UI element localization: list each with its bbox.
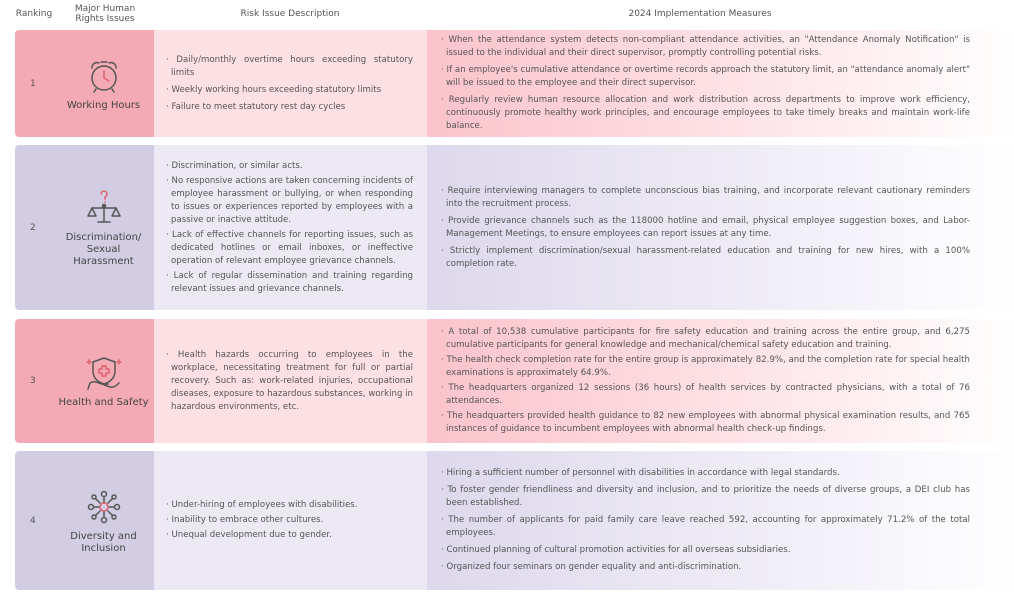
risk-item: · Lack of effective channels for reporting issues, such as dedicated hotlines or email inboxes, or ineffective operation of relevant employee grievance channels. [166,229,413,266]
risk-item: · Weekly working hours exceeding statutory limits [166,84,382,95]
risk-item: · Lack of regular dissemination and training regarding relevant issues and grievance channels. [166,270,413,294]
issue-cell [15,319,154,443]
risk-item: · Health hazards occurring to employees in the workplace, necessitating treatment for full or partial recovery. Such as: work-related injuries, occupational diseases, exposure to hazardous substances, working in hazardous environments, etc. [166,349,413,412]
diversity-people-icon [84,487,124,527]
risk-cell [154,451,427,590]
header-issue: Major Human Rights Issues [74,4,136,24]
measure-item: · Organized four seminars on gender equality and anti-discrimination. [441,562,742,572]
measures-cell [427,145,1014,310]
issue-label: Health and Safety [58,397,149,408]
measure-item: · Hiring a sufficient number of personnel with disabilities in accordance with legal standards. [441,468,840,478]
table-row [15,30,1014,137]
risk-item: · Under-hiring of employees with disabilities. [166,500,358,510]
table-row [15,451,1014,590]
risk-cell [154,30,427,137]
risk-item: · Failure to meet statutory rest day cycles [166,101,346,112]
balance-scale-icon [84,188,124,228]
risk-item: · Inability to embrace other cultures. [166,515,324,525]
rank-number: 4 [30,515,36,526]
risk-cell [154,145,427,310]
measure-item: · Continued planning of cultural promotion activities for all overseas subsidiaries. [441,545,791,555]
header-ranking: Ranking [15,9,53,19]
measure-item: · A total of 10,538 cumulative participants for fire safety education and training across the entire group, and 6,275 cumulative participants for general knowledge and mechanical/chemical safety education and training. [441,327,970,350]
measure-item: · To foster gender friendliness and diversity and inclusion, and to prioritize the needs of diverse groups, a DEI club has been established. [441,485,970,508]
risk-cell [154,319,427,443]
risk-item: · Unequal development due to gender. [166,530,332,540]
rank-number: 3 [30,376,36,386]
risk-item: · Discrimination, or similar acts. [166,160,303,171]
measure-item: · The headquarters provided health guidance to 82 new employees with abnormal physical examination results, and 765 instances of guidance to incumbent employees with abnormal health check-up findings. [441,411,970,434]
issue-cell [15,145,154,310]
measure-item: · Strictly implement discrimination/sexual harassment-related education and training for new hires, with a 100% completion rate. [441,245,970,269]
measure-item: · When the attendance system detects non-compliant attendance activities, an "Attendance Anomaly Notification" is issued to the individual and their direct supervisor, promptly controlling potential risks. [441,35,970,58]
measure-item: · If an employee's cumulative attendance or overtime records approach the statutory limit, an "attendance anomaly alert" will be issued to the employee and their direct supervisor. [441,65,970,88]
table-row [15,145,1014,310]
risk-item: · No responsive actions are taken concerning incidents of employee harassment or bullying, or when responding to issues or experiences reported by employees with a passive or inactive attitude. [166,175,413,225]
rank-number: 1 [30,78,36,89]
table-row [15,319,1014,443]
health-shield-icon [84,353,124,393]
risk-item: · Daily/monthly overtime hours exceeding statutory limits [166,54,413,78]
measures-cell [427,319,1014,443]
alarm-clock-icon [84,56,124,96]
measure-item: · Require interviewing managers to complete unconscious bias training, and incorporate relevant cautionary reminders into the recruitment process. [441,185,970,209]
header-risk: Risk Issue Description [240,9,340,19]
measures-cell [427,451,1014,590]
issue-cell [15,451,154,590]
issue-cell [15,30,154,137]
measure-item: · The headquarters organized 12 sessions (36 hours) of health services by contracted physicians, with a total of 76 attendances. [441,383,970,406]
issue-label: Discrimination/ Sexual Harassment [65,231,142,267]
rank-number: 2 [30,222,36,233]
issue-label: Working Hours [66,99,141,111]
measure-item: · Regularly review human resource allocation and work distribution across departments to improve work efficiency, continuously promote healthy work principles, and encourage employees to take timely breaks and maintain work-life balance. [441,95,970,131]
measures-cell [427,30,1014,137]
issue-label: Diversity and Inclusion [70,530,137,554]
measure-item: · Provide grievance channels such as the 118000 hotline and email, physical employee suggestion boxes, and Labor-Management Meetings, to ensure employees can report issues at any time. [441,215,970,239]
measure-item: · The health check completion rate for the entire group is approximately 82.9%, and the completion rate for special health examinations is approximately 64.9%. [441,355,970,378]
measure-item: · The number of applicants for paid family care leave reached 592, accounting for approximately 71.2% of the total employees. [441,515,970,538]
header-measures: 2024 Implementation Measures [628,9,772,19]
